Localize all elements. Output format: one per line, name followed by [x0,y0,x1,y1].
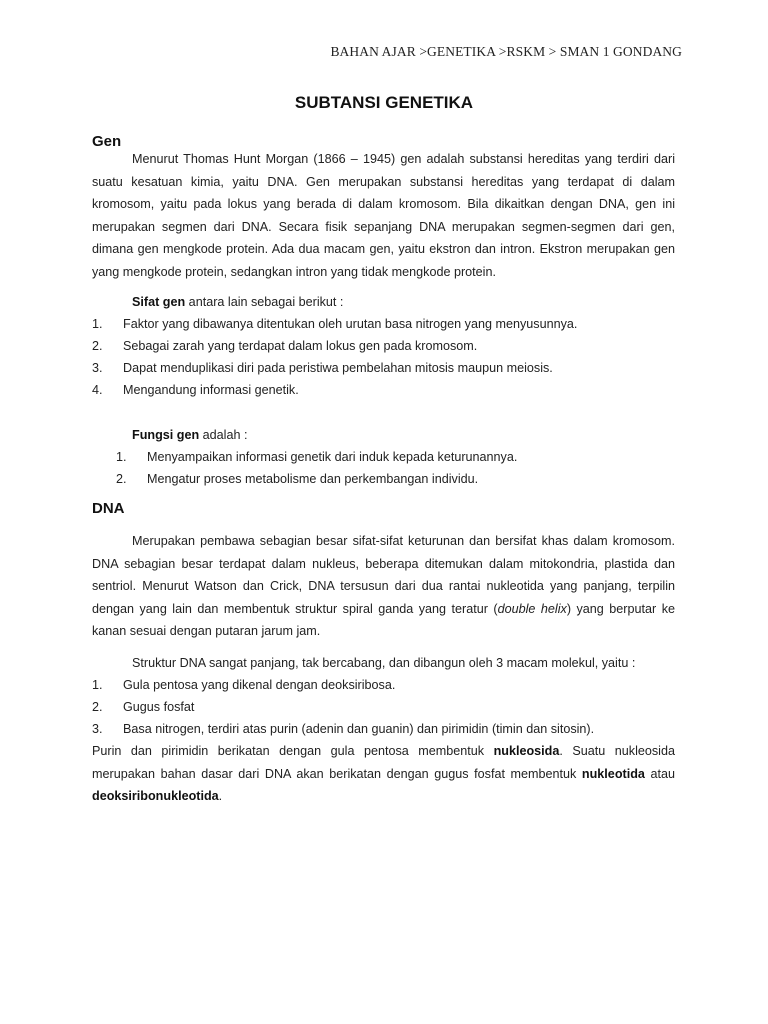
dna-closing-paragraph: Purin dan pirimidin berikatan dengan gula pentosa membentuk nukleosida. Suatu nukleosida merupakan bahan dasar dari DNA akan berikatan dengan gugus fosfat membentuk nukleotida atau deoksiribonukleotida. [92,744,676,804]
list-item: 1. Faktor yang dibawanya ditentukan oleh urutan basa nitrogen yang menyusunnya. [92,317,578,331]
sifat-gen-lead: Sifat gen antara lain sebagai berikut : [132,295,344,309]
fungsi-gen-list [92,446,675,490]
list-item: 1. Menyampaikan informasi genetik dari induk kepada keturunannya. [116,450,518,464]
document-title: SUBTANSI GENETIKA [294,93,474,112]
list-item: 3. Basa nitrogen, terdiri atas purin (adenin dan guanin) dan pirimidin (timin dan sitosin). [92,722,595,736]
list-item: 1. Gula pentosa yang dikenal dengan deoksiribosa. [92,678,396,692]
list-item: 4. Mengandung informasi genetik. [92,383,299,397]
dna-paragraph: Merupakan pembawa sebagian besar sifat-sifat keturunan dan bersifat khas dalam kromosom. DNA sebagian besar terdapat dalam nukleus, beberapa ditemukan dalam mitokondria, plastida dan sentriol. Menurut Watson dan Crick, DNA tersusun dari dua rantai nukleotida yang panjang, terpilin dengan yang lain dan membentuk struktur spiral ganda yang teratur (double helix) yang berputar ke kanan sesuai dengan putaran jarum jam. [92,534,675,639]
dna-structure-list [92,674,675,740]
list-item: 2. Gugus fosfat [92,700,195,714]
section-heading-dna: DNA [92,500,125,517]
list-item: 3. Dapat menduplikasi diri pada peristiwa pembelahan mitosis maupun meiosis. [92,361,553,375]
fungsi-gen-block [92,424,675,490]
gen-paragraph: Menurut Thomas Hunt Morgan (1866 – 1945) gen adalah substansi hereditas yang terdiri dari suatu kesatuan kimia, yaitu DNA. Gen merupakan substansi hereditas yang terdapat di dalam kromosom, yaitu pada lokus yang berada di dalam kromosom. Bila dikaitkan dengan DNA, gen ini merupakan segmen dari DNA. Secara fisik sepanjang DNA merupakan segmen-segmen dari gen, dimana gen mengkode protein. Ada dua macam gen, yaitu ekstron dan intron. Ekstron merupakan gen yang mengkode protein, sedangkan intron yang tidak mengkode protein. [92,152,675,279]
fungsi-gen-lead: Fungsi gen adalah : [132,428,248,442]
section-heading-gen: Gen [92,133,122,150]
page-header-breadcrumb: BAHAN AJAR >GENETIKA >RSKM > SMAN 1 GONDANG [330,44,682,59]
dna-section [92,530,675,643]
list-item: 2. Sebagai zarah yang terdapat dalam lokus gen pada kromosom. [92,339,478,353]
list-item: 2. Mengatur proses metabolisme dan perkembangan individu. [116,472,479,486]
dna-structure-block [92,652,675,808]
sifat-gen-list [92,313,675,401]
gen-section [92,148,675,284]
sifat-gen-block [92,291,675,401]
dna-structure-lead: Struktur DNA sangat panjang, tak bercabang, dan dibangun oleh 3 macam molekul, yaitu : [132,656,636,670]
